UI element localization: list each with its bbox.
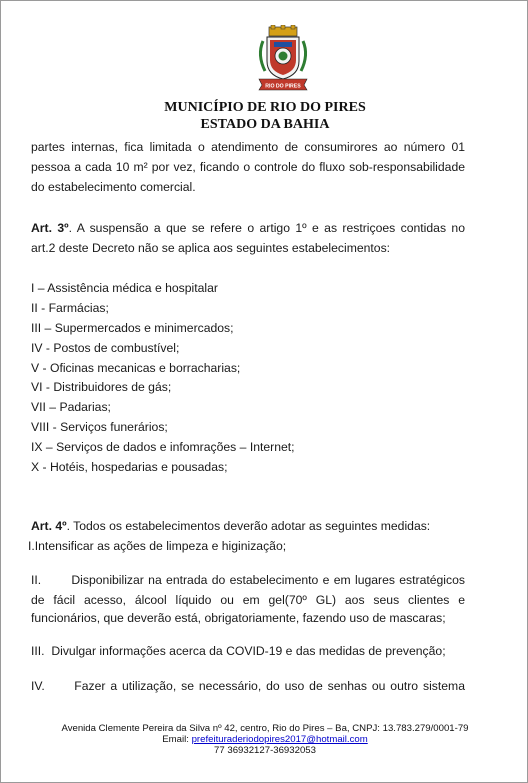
list-item: IV - Postos de combustível;: [31, 341, 180, 355]
art4-item-4: IV. Fazer a utilização, se necessário, do uso de senhas ou outro sistema: [31, 679, 465, 693]
intro-line-1: partes internas, fica limitada o atendimento de consumirores ao número 01: [31, 140, 465, 154]
footer-address: Avenida Clemente Pereira da Silva nº 42, centro, Rio do Pires – Ba, CNPJ: 13.783.279/0001-79: [61, 723, 469, 734]
list-item: VII – Padarias;: [31, 400, 111, 414]
footer-email-link[interactable]: prefeituraderiodopires2017@hotmail.com: [191, 734, 368, 745]
list-item: IX – Serviços de dados e infomrações – Internet;: [31, 440, 295, 454]
art4-label: Art. 4º: [31, 519, 67, 533]
list-item: X - Hotéis, hospedarias e pousadas;: [31, 460, 228, 474]
crest-banner-text: RIO DO PIRES: [265, 83, 301, 90]
list-item: II - Farmácias;: [31, 301, 109, 315]
list-item: VIII - Serviços funerários;: [31, 420, 168, 434]
art4-item-3: III. Divulgar informações acerca da COVID-19 e das medidas de prevenção;: [31, 644, 446, 658]
art4-item-2-line-3: funcionários, que deverão está, obrigatoriamente, fazendo uso de mascaras;: [31, 611, 446, 625]
list-item: V - Oficinas mecanicas e borracharias;: [31, 361, 241, 375]
list-item: I – Assistência médica e hospitalar: [31, 281, 218, 295]
list-item: VI - Distribuidores de gás;: [31, 380, 172, 394]
footer-phones: 77 36932127-36932053: [214, 745, 316, 756]
footer-email-line: [1, 734, 528, 745]
art4-paragraph: [31, 519, 430, 533]
art4-item-2-line-2: de fácil acesso, álcool líquido ou em gel(70º GL) aos seus clientes e: [31, 593, 465, 607]
state-title: ESTADO DA BAHIA: [200, 117, 330, 132]
footer-email-label: Email:: [162, 734, 192, 745]
art3-paragraph: [31, 219, 465, 239]
art3-line-1: . A suspensão a que se refere o artigo 1º e as restriçoes contidas no: [68, 221, 465, 235]
art4-item-2-line-1: II. Disponibilizar na entrada do estabelecimento e em lugares estratégicos: [31, 573, 465, 587]
art3-label: Art. 3º: [31, 221, 69, 235]
intro-line-3: do estabelecimento comercial.: [31, 180, 196, 194]
art3-line-2: art.2 deste Decreto não se aplica aos seguintes estabelecimentos:: [31, 241, 391, 255]
art4-item-1: I.Intensificar as ações de limpeza e higinização;: [28, 539, 287, 553]
municipal-crest-logo: [255, 25, 311, 91]
municipality-title: MUNICÍPIO DE RIO DO PIRES: [164, 100, 366, 115]
list-item: III – Supermercados e minimercados;: [31, 321, 234, 335]
intro-line-2: pessoa a cada 10 m² por vez, ficando o controle do fluxo sob-responsabilidade: [31, 160, 465, 174]
art4-text: . Todos os estabelecimentos deverão adotar as seguintes medidas:: [66, 519, 431, 533]
